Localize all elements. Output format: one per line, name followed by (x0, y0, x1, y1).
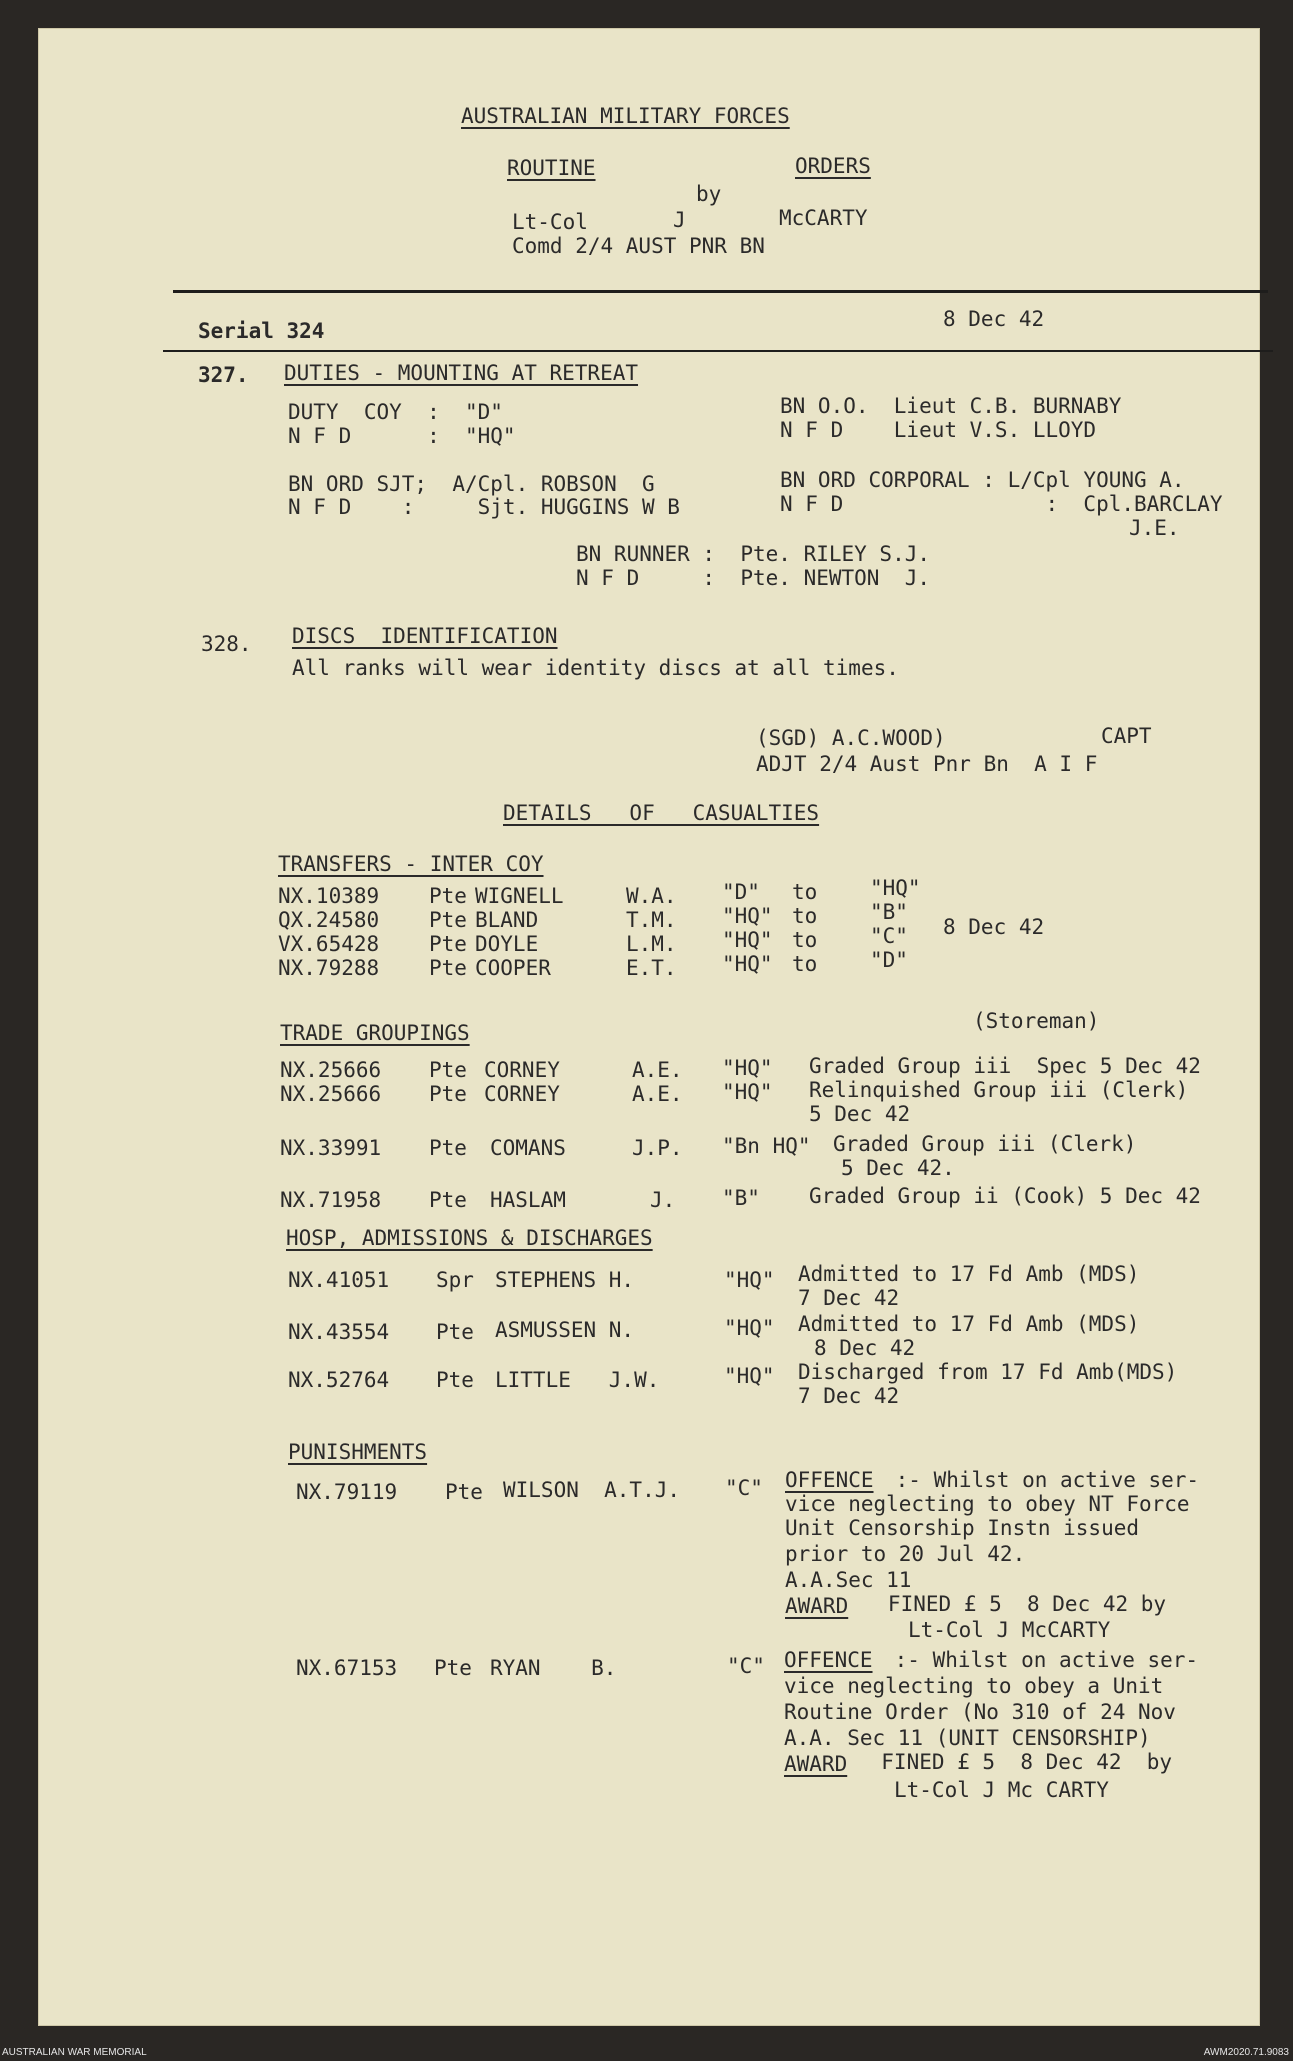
routine-heading: ROUTINE (507, 156, 596, 180)
detail-date: 7 Dec 42 (798, 1384, 900, 1408)
duty-nfd: N F D : "HQ" (288, 424, 516, 448)
signature-appointment: ADJT 2/4 Aust Pnr Bn A I F (756, 752, 1098, 776)
offence-text: :- Whilst on active ser- (882, 1648, 1199, 1672)
bn-runner-nfd: N F D : Pte. NEWTON J. (576, 566, 931, 590)
offence-label: OFFENCE (785, 1468, 874, 1492)
rank: Pte (434, 1656, 472, 1680)
footer-credit: AUSTRALIAN WAR MEMORIAL (2, 2047, 147, 2058)
initials: J. (650, 1188, 676, 1212)
detail: Graded Group iii Spec 5 Dec 42 (809, 1054, 1201, 1078)
coy: "HQ" (722, 1056, 773, 1080)
surname: HASLAM (490, 1188, 566, 1212)
initials: E.T. (626, 956, 677, 980)
signature-line: (SGD) A.C.WOOD) (756, 726, 946, 750)
offence-text: prior to 20 Jul 42. (785, 1542, 1026, 1566)
service-number: NX.25666 (280, 1082, 382, 1106)
serial-rule (163, 350, 1273, 352)
rank: Pte (436, 1320, 474, 1344)
to-word: to (792, 952, 818, 976)
detail: Admitted to 17 Fd Amb (MDS) (798, 1312, 1140, 1336)
orders-heading: ORDERS (795, 154, 871, 178)
bn-ord-sjt: BN ORD SJT; A/Cpl. ROBSON G (288, 472, 655, 496)
rank: Pte (429, 956, 467, 980)
service-number: NX.33991 (280, 1136, 382, 1160)
surname: BLAND (475, 908, 539, 932)
rank: Pte (445, 1480, 483, 1504)
service-number: NX.43554 (288, 1320, 390, 1344)
award-by: Lt-Col J McCARTY (908, 1618, 1111, 1642)
service-number: NX.79288 (278, 956, 380, 980)
rank: Pte (429, 1058, 467, 1082)
from-coy: "HQ" (722, 928, 773, 952)
coy: "HQ" (724, 1364, 775, 1388)
rank: Pte (429, 932, 467, 956)
rank: Spr (436, 1268, 474, 1292)
hosp-heading: HOSP, ADMISSIONS & DISCHARGES (286, 1226, 653, 1250)
name: ASMUSSEN N. (495, 1318, 635, 1342)
initials: A.E. (632, 1082, 683, 1106)
section-title: DISCS IDENTIFICATION (292, 624, 558, 648)
to-word: to (792, 928, 818, 952)
bn-ord-sjt-nfd: N F D : Sjt. HUGGINS W B (288, 495, 680, 519)
rank: Pte (429, 1136, 467, 1160)
name: WILSON A.T.J. (503, 1478, 681, 1502)
bn-runner: BN RUNNER : Pte. RILEY S.J. (576, 542, 931, 566)
section-number: 328. (201, 632, 252, 656)
coy: "Bn HQ" (722, 1134, 811, 1158)
award-label: AWARD (784, 1752, 848, 1776)
surname: WIGNELL (475, 884, 564, 908)
service-number: VX.65428 (278, 932, 380, 956)
casualties-title: DETAILS OF CASUALTIES (503, 801, 820, 825)
coy: "C" (725, 1476, 763, 1500)
detail: Admitted to 17 Fd Amb (MDS) (798, 1262, 1140, 1286)
coy: "HQ" (724, 1268, 775, 1292)
bn-ord-corporal-nfd: N F D : Cpl.BARCLAY (780, 492, 1223, 516)
service-number: NX.79119 (296, 1480, 398, 1504)
trade-heading: TRADE GROUPINGS (280, 1021, 470, 1045)
service-number: NX.67153 (296, 1656, 398, 1680)
to-coy: "HQ" (870, 876, 921, 900)
bn-oo: BN O.O. Lieut C.B. BURNABY (780, 394, 1122, 418)
rank: Pte (436, 1368, 474, 1392)
commander-name: McCARTY (779, 206, 868, 230)
footer-accession: AWM2020.71.9083 (1203, 2047, 1289, 2058)
to-coy: "B" (870, 900, 908, 924)
to-coy: "D" (870, 948, 908, 972)
bn-oo-nfd: N F D Lieut V.S. LLOYD (780, 418, 1097, 442)
award-text: FINED £ 5 8 Dec 42 by (850, 1592, 1167, 1616)
section-title: DUTIES - MOUNTING AT RETREAT (284, 361, 639, 385)
surname: COMANS (490, 1136, 566, 1160)
surname: DOYLE (475, 932, 539, 956)
surname: CORNEY (484, 1082, 560, 1106)
name: RYAN B. (490, 1656, 617, 1680)
coy: "B" (722, 1186, 760, 1210)
award-by: Lt-Col J Mc CARTY (894, 1778, 1109, 1802)
initials: A.E. (632, 1058, 683, 1082)
transfers-heading: TRANSFERS - INTER COY (278, 852, 544, 876)
detail-date: 7 Dec 42 (798, 1286, 900, 1310)
name: STEPHENS H. (495, 1268, 635, 1292)
section-number: 327. (198, 363, 249, 387)
service-number: NX.41051 (288, 1268, 390, 1292)
detail: Discharged from 17 Fd Amb(MDS) (798, 1360, 1178, 1384)
offence-text: vice neglecting to obey NT Force (785, 1492, 1190, 1516)
surname: COOPER (475, 956, 551, 980)
offence-text: :- Whilst on active ser- (883, 1468, 1200, 1492)
offence-text: Unit Censorship Instn issued (785, 1516, 1140, 1540)
serial-label: Serial 324 (198, 319, 325, 343)
detail-date: 5 Dec 42. (841, 1156, 955, 1180)
rank: Pte (429, 1082, 467, 1106)
service-number: QX.24580 (278, 908, 380, 932)
storeman-note: (Storeman) (973, 1009, 1100, 1033)
header-rule (173, 290, 1268, 293)
detail-date: 5 Dec 42 (809, 1102, 911, 1126)
coy: "HQ" (724, 1316, 775, 1340)
punishments-heading: PUNISHMENTS (288, 1440, 428, 1464)
section-body: All ranks will wear identity discs at all times. (292, 656, 899, 680)
initials: L.M. (626, 932, 677, 956)
ltcol-text: Lt-Col (512, 210, 588, 234)
by-text: by (696, 182, 722, 206)
command-line: Comd 2/4 AUST PNR BN (512, 234, 765, 258)
bn-ord-corporal: BN ORD CORPORAL : L/Cpl YOUNG A. (780, 468, 1185, 492)
act-section: A.A. Sec 11 (UNIT CENSORSHIP) (784, 1726, 1151, 1750)
service-number: NX.10389 (278, 884, 380, 908)
detail-date: 8 Dec 42 (814, 1336, 916, 1360)
from-coy: "HQ" (722, 952, 773, 976)
serial-date: 8 Dec 42 (943, 307, 1045, 331)
offence-label: OFFENCE (784, 1648, 873, 1672)
surname: CORNEY (484, 1058, 560, 1082)
to-word: to (792, 904, 818, 928)
offence-text: vice neglecting to obey a Unit (784, 1674, 1164, 1698)
act-section: A.A.Sec 11 (785, 1568, 912, 1592)
initials: J.P. (632, 1136, 683, 1160)
detail: Graded Group ii (Cook) 5 Dec 42 (809, 1184, 1201, 1208)
from-coy: "HQ" (722, 904, 773, 928)
coy: "C" (727, 1654, 765, 1678)
initials: T.M. (626, 908, 677, 932)
rank: Pte (429, 908, 467, 932)
initials: W.A. (626, 884, 677, 908)
transfer-date: 8 Dec 42 (943, 915, 1045, 939)
rank: Pte (429, 1188, 467, 1212)
initial-text: J (673, 208, 686, 232)
name: LITTLE J.W. (495, 1368, 660, 1392)
to-word: to (792, 880, 818, 904)
document-page (38, 28, 1260, 2026)
award-text: FINED £ 5 8 Dec 42 by (856, 1750, 1173, 1774)
detail: Graded Group iii (Clerk) (833, 1132, 1137, 1156)
barclay-initials: J.E. (1129, 516, 1180, 540)
detail: Relinquished Group iii (Clerk) (809, 1078, 1189, 1102)
service-number: NX.71958 (280, 1188, 382, 1212)
duty-coy: DUTY COY : "D" (288, 400, 503, 424)
offence-text: Routine Order (No 310 of 24 Nov (784, 1700, 1176, 1724)
service-number: NX.52764 (288, 1368, 390, 1392)
from-coy: "D" (722, 880, 760, 904)
rank: Pte (429, 884, 467, 908)
document-title: AUSTRALIAN MILITARY FORCES (461, 104, 790, 128)
award-label: AWARD (785, 1594, 849, 1618)
service-number: NX.25666 (280, 1058, 382, 1082)
to-coy: "C" (870, 924, 908, 948)
coy: "HQ" (722, 1080, 773, 1104)
signature-rank: CAPT (1101, 724, 1152, 748)
